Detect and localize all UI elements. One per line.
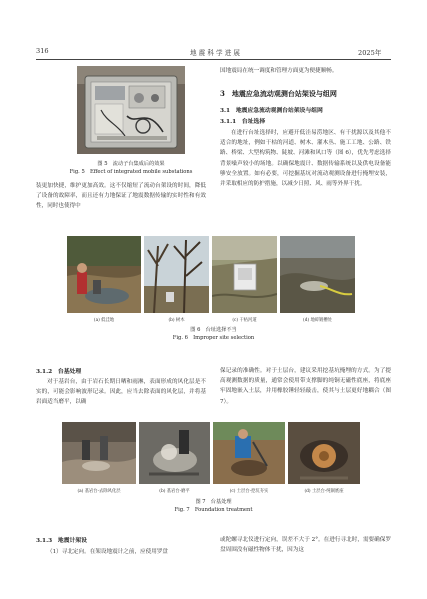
fig7-photo-d [288, 422, 360, 484]
foundation-paragraph-left: 对于基岩台，由于岩石长期日晒和雨淋，表面形成的风化层是不实的，可能会影响波形记录。因此，应当去除表面的风化层，并将基岩面适当磨平，以确 [36, 379, 206, 406]
header-year: 2025年 [358, 49, 382, 57]
fig6-photo-b [144, 236, 209, 313]
foundation-paragraph-right: 保记录的准确性。对于土层台，建议采用挖基坑掩埋的方式。为了提高观测数据的质量，通常会使用带支撑脚的纯铜无磁性底座，将底座牢固地嵌入土层，并用橡胶锤轻轻敲击，使其与土层更好地耦合（图 7）。 [220, 368, 391, 405]
fig6-caption-cn: 图 6 台址选择不当 [190, 327, 237, 333]
fig6-photo-a [67, 236, 141, 313]
header-rule [36, 59, 391, 60]
site-selection-paragraph: 在进行台址选择时，应避开低洼易涝地区、有干扰源以及其他不适合的地址，例如干枯的河道、树木、灌木丛、施工工地、公路、铁路、桥梁、大型构筑物、陡坡、河滩和风口等（图 6），优先考虑选择背景噪声较小的场地。以确保地震计、数据传输系统以及供电设备能够安全放置。如有必要，可挖掘基坑对流动观测设备进行掩埋安装，并采取相应的防护措施，以减少日照、风、雨等外界干扰。 [220, 130, 391, 188]
seismometer-paragraph-left: （1）寻北定向。在架设地震计之前，应使用罗盘 [47, 549, 169, 555]
right-paragraph-top: 国地震局在统一调度和管理方面更为便捷顺畅。 [220, 68, 338, 74]
left-paragraph-1: 装更加快捷，维护更加高效。这不仅缩短了流动台架设的时间，降低了设备的故障率，而且还有力地保证了地震数据传输的实时性和有效性，同时也使得中 [36, 183, 206, 210]
section-3-1-1-title: 3.1.1 台址选择 [220, 119, 266, 125]
fig7-caption-cn: 图 7 台基处理 [195, 499, 232, 505]
fig7-photo-b [139, 422, 210, 484]
page-number: 316 [36, 47, 49, 55]
fig7-subcaption-d: (d) 土层台-纯铜底座 [304, 489, 344, 494]
fig7-caption-en: Fig. 7 Foundation treatment [174, 507, 253, 513]
section-3-1-title: 3.1 地震应急流动观测台站架设与组网 [220, 108, 323, 114]
fig6-caption-en: Fig. 6 Improper site selection [172, 335, 255, 341]
fig7-subcaption-a: (a) 基岩台-去除风化层 [77, 489, 121, 494]
fig6-photo-d [280, 236, 355, 313]
fig7-subcaption-b: (b) 基岩台-磨平 [159, 489, 190, 494]
fig6-subcaption-d: (d) 地碎镀槽处 [303, 318, 332, 323]
fig5-caption-cn: 图 5 流动子台集成后的效果 [97, 161, 165, 167]
fig6-subcaption-a: (a) 低洼地 [93, 318, 115, 323]
journal-title: 地 震 科 学 进 展 [189, 49, 241, 57]
fig5-caption-en: Fig. 5 Effect of integrated mobile substations [69, 169, 193, 175]
fig7-photo-c [213, 422, 285, 484]
fig6-subcaption-c: (c) 干枯河道 [232, 318, 257, 323]
fig5-photo [77, 66, 185, 154]
fig6-photo-c [212, 236, 277, 313]
fig7-photo-a [62, 422, 136, 484]
section-3-1-3-title: 3.1.3 地震计架设 [36, 538, 87, 544]
seismometer-paragraph-right: 或陀螺寻北仪进行定向，误差不大于 2°。在进行寻北时，需要确保罗盘周围没有磁性物体干扰，因为这 [220, 537, 391, 554]
fig6-subcaption-b: (b) 树木 [168, 318, 185, 323]
fig7-subcaption-c: (c) 土层台-挖坑夯实 [229, 489, 269, 494]
section-3-title: 3 地震应急流动观测台站架设与组网 [220, 89, 337, 98]
section-3-1-2-title: 3.1.2 台基处理 [36, 369, 82, 375]
